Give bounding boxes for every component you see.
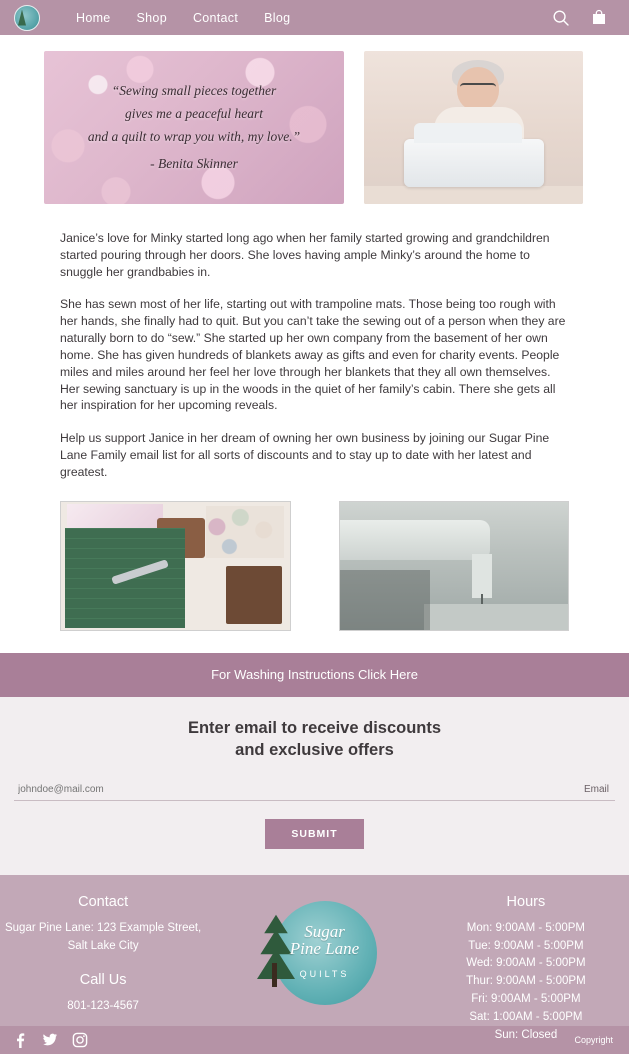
footer-logo-column — [206, 889, 423, 1016]
logo-subtitle: QUILTS — [299, 968, 350, 979]
search-icon[interactable] — [551, 8, 571, 28]
nav-link-home[interactable]: Home — [76, 10, 111, 25]
instagram-icon[interactable] — [72, 1032, 88, 1048]
hours-row-sat: Sat: 1:00AM - 5:00PM — [469, 1010, 583, 1023]
twitter-icon[interactable] — [42, 1032, 58, 1048]
nav-link-contact[interactable]: Contact — [192, 10, 239, 25]
top-navigation-bar — [0, 0, 629, 35]
hero-section — [0, 35, 629, 204]
quote-line-2: gives me a peaceful heart — [125, 105, 263, 121]
quote-author: - Benita Skinner — [150, 156, 238, 172]
hours-row-fri: Fri: 9:00AM - 5:00PM — [471, 993, 581, 1006]
hours-row-wed: Wed: 9:00AM - 5:00PM — [466, 957, 586, 970]
copyright-text: Copyright — [574, 1035, 613, 1046]
contact-address-line-1: Sugar Pine Lane: 123 Example Street, — [4, 921, 202, 934]
footer-logo[interactable] — [251, 895, 379, 1011]
photo-gallery — [0, 497, 629, 631]
contact-title: Contact — [78, 894, 129, 911]
call-us-title: Call Us — [79, 972, 127, 989]
email-field-label: Email — [583, 784, 609, 796]
contact-phone[interactable]: 801-123-4567 — [67, 999, 139, 1012]
logo-script-line-1: Sugar — [304, 921, 345, 941]
quote-line-3: and a quilt to wrap you with, my love.” — [87, 129, 301, 144]
washing-instructions-banner[interactable]: For Washing Instructions Click Here — [0, 653, 629, 697]
quote-card — [44, 51, 344, 204]
hours-row-sun: Sun: Closed — [494, 1028, 558, 1041]
signup-heading-line-2: and exclusive offers — [235, 741, 394, 760]
social-links — [12, 1032, 88, 1048]
hours-row-tue: Tue: 9:00AM - 5:00PM — [468, 939, 584, 952]
facebook-icon[interactable] — [12, 1032, 28, 1048]
primary-nav — [76, 11, 290, 25]
email-signup-section — [0, 697, 629, 876]
signup-heading-line-1: Enter email to receive discounts — [187, 718, 442, 737]
site-logo[interactable] — [14, 5, 40, 31]
hero-photo — [364, 51, 583, 204]
hours-row-thur: Thur: 9:00AM - 5:00PM — [466, 975, 586, 988]
nav-link-blog[interactable]: Blog — [264, 10, 291, 25]
quote-line-1: “Sewing small pieces together — [111, 82, 277, 98]
shopping-bag-icon[interactable] — [589, 8, 609, 28]
about-paragraph-1: Janice’s love for Minky started long ago when her family started growing and grandchildren started pouring through her doors. She loves having ample Minky’s around the home to snuggle her grandbabies in. — [60, 231, 550, 279]
nav-link-shop[interactable]: Shop — [136, 10, 167, 25]
email-input-row — [14, 779, 615, 801]
nav-actions — [551, 8, 615, 28]
footer-contact-column — [0, 889, 206, 1016]
sewing-supplies-photo — [60, 501, 291, 631]
hours-row-mon: Mon: 9:00AM - 5:00PM — [466, 921, 586, 934]
hours-title: Hours — [506, 894, 546, 911]
logo-script-line-2: Pine Lane — [289, 939, 360, 959]
about-paragraph-3: Help us support Janice in her dream of owning her own business by joining our Sugar Pine Lane Family email list for all sorts of discounts and to stay up to date with her latest and greatest. — [60, 431, 550, 479]
about-text-section — [0, 204, 629, 481]
signup-heading — [0, 717, 629, 762]
email-input[interactable] — [14, 784, 584, 795]
submit-button[interactable]: SUBMIT — [265, 819, 363, 849]
about-paragraph-2: She has sewn most of her life, starting out with trampoline mats. Those being too rough with her hands, she finally had to quit. But you can’t take the sewing out of a person when they are naturally born to do “sew.” She started up her own company from the basement of her own home. She has given hundreds of blankets away as gifts and even for charity events. People miles and miles around her feel her love through her blankets that they all own themselves. Her sewing sanctuary is up in the woods in the quiet of her family’s cabin. There she gets all her inspiration for her upcoming reveals. — [60, 297, 566, 413]
sewing-machine-photo — [339, 501, 570, 631]
contact-address-line-2: Salt Lake City — [67, 939, 139, 952]
